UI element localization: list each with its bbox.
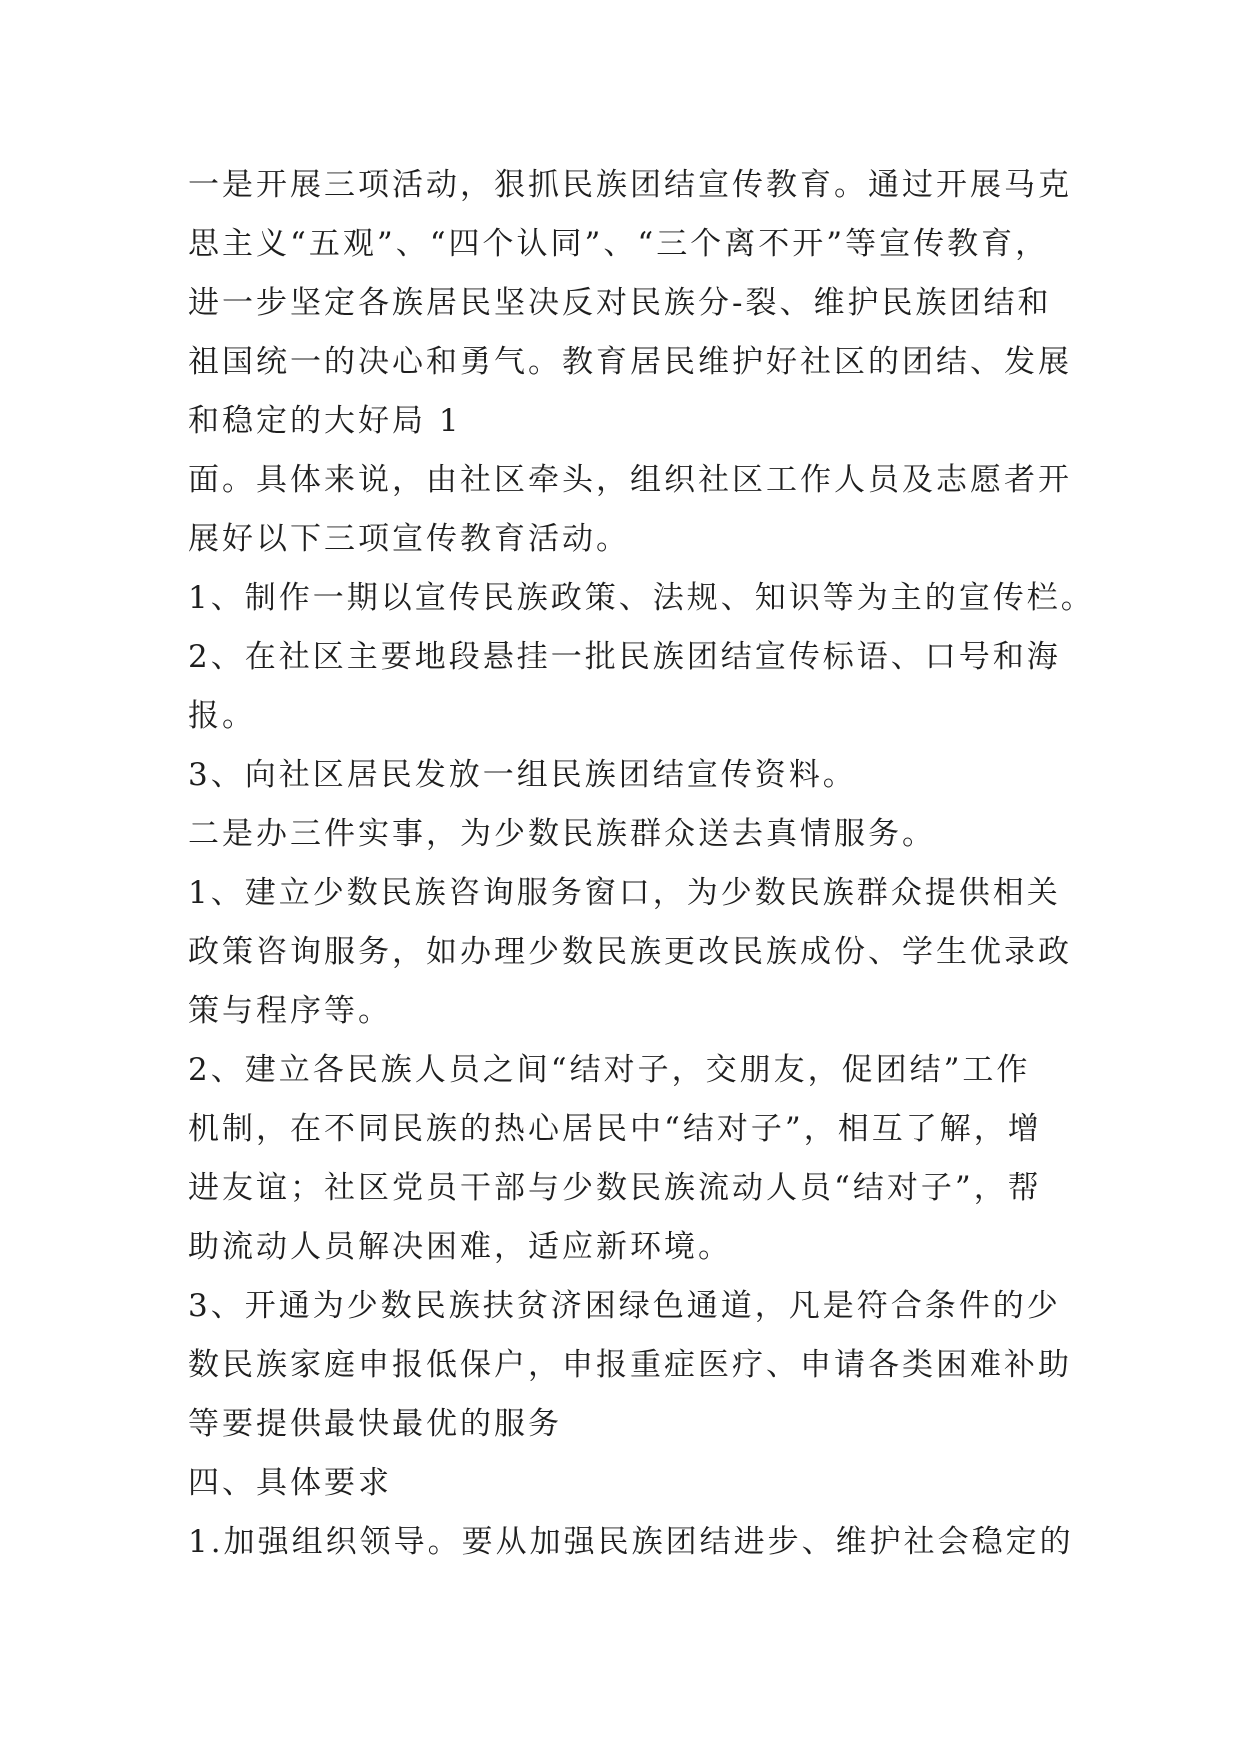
text-line: 3、向社区居民发放一组民族团结宣传资料。 bbox=[188, 757, 857, 793]
text-line: 展好以下三项宣传教育活动。 bbox=[188, 521, 630, 557]
text-line: 3、开通为少数民族扶贫济困绿色通道，凡是符合条件的少 bbox=[188, 1288, 1061, 1324]
text-line: 助流动人员解决困难，适应新环境。 bbox=[188, 1229, 732, 1265]
text-line: 1、制作一期以宣传民族政策、法规、知识等为主的宣传栏。 bbox=[188, 580, 1095, 616]
text-line: 政策咨询服务，如办理少数民族更改民族成份、学生优录政 bbox=[188, 934, 1072, 970]
text-line: 1.加强组织领导。要从加强民族团结进步、维护社会稳定的 bbox=[188, 1524, 1074, 1560]
text-line: 四、具体要求 bbox=[188, 1465, 392, 1501]
text-line: 面。具体来说，由社区牵头，组织社区工作人员及志愿者开 bbox=[188, 462, 1072, 498]
text-line: 思主义“五观”、“四个认同”、“三个离不开”等宣传教育， bbox=[188, 226, 1050, 262]
text-line: 策与程序等。 bbox=[188, 993, 392, 1029]
text-line: 二是办三件实事，为少数民族群众送去真情服务。 bbox=[188, 816, 936, 852]
text-line: 和稳定的大好局 1 bbox=[188, 403, 462, 439]
text-line: 2、在社区主要地段悬挂一批民族团结宣传标语、口号和海 bbox=[188, 639, 1061, 675]
text-line: 1、建立少数民族咨询服务窗口，为少数民族群众提供相关 bbox=[188, 875, 1061, 911]
document-body bbox=[188, 156, 1095, 1572]
text-line: 一是开展三项活动，狠抓民族团结宣传教育。通过开展马克 bbox=[188, 167, 1072, 203]
text-line: 2、建立各民族人员之间“结对子，交朋友，促团结”工作 bbox=[188, 1052, 1031, 1088]
text-line: 等要提供最快最优的服务 bbox=[188, 1406, 562, 1442]
text-line: 祖国统一的决心和勇气。教育居民维护好社区的团结、发展 bbox=[188, 344, 1072, 380]
text-line: 机制，在不同民族的热心居民中“结对子”，相互了解，增 bbox=[188, 1111, 1042, 1147]
text-line: 报。 bbox=[188, 698, 256, 734]
text-line: 数民族家庭申报低保户，申报重症医疗、申请各类困难补助 bbox=[188, 1347, 1072, 1383]
text-line: 进友谊；社区党员干部与少数民族流动人员“结对子”，帮 bbox=[188, 1170, 1042, 1206]
text-line: 进一步坚定各族居民坚决反对民族分-裂、维护民族团结和 bbox=[188, 285, 1052, 321]
